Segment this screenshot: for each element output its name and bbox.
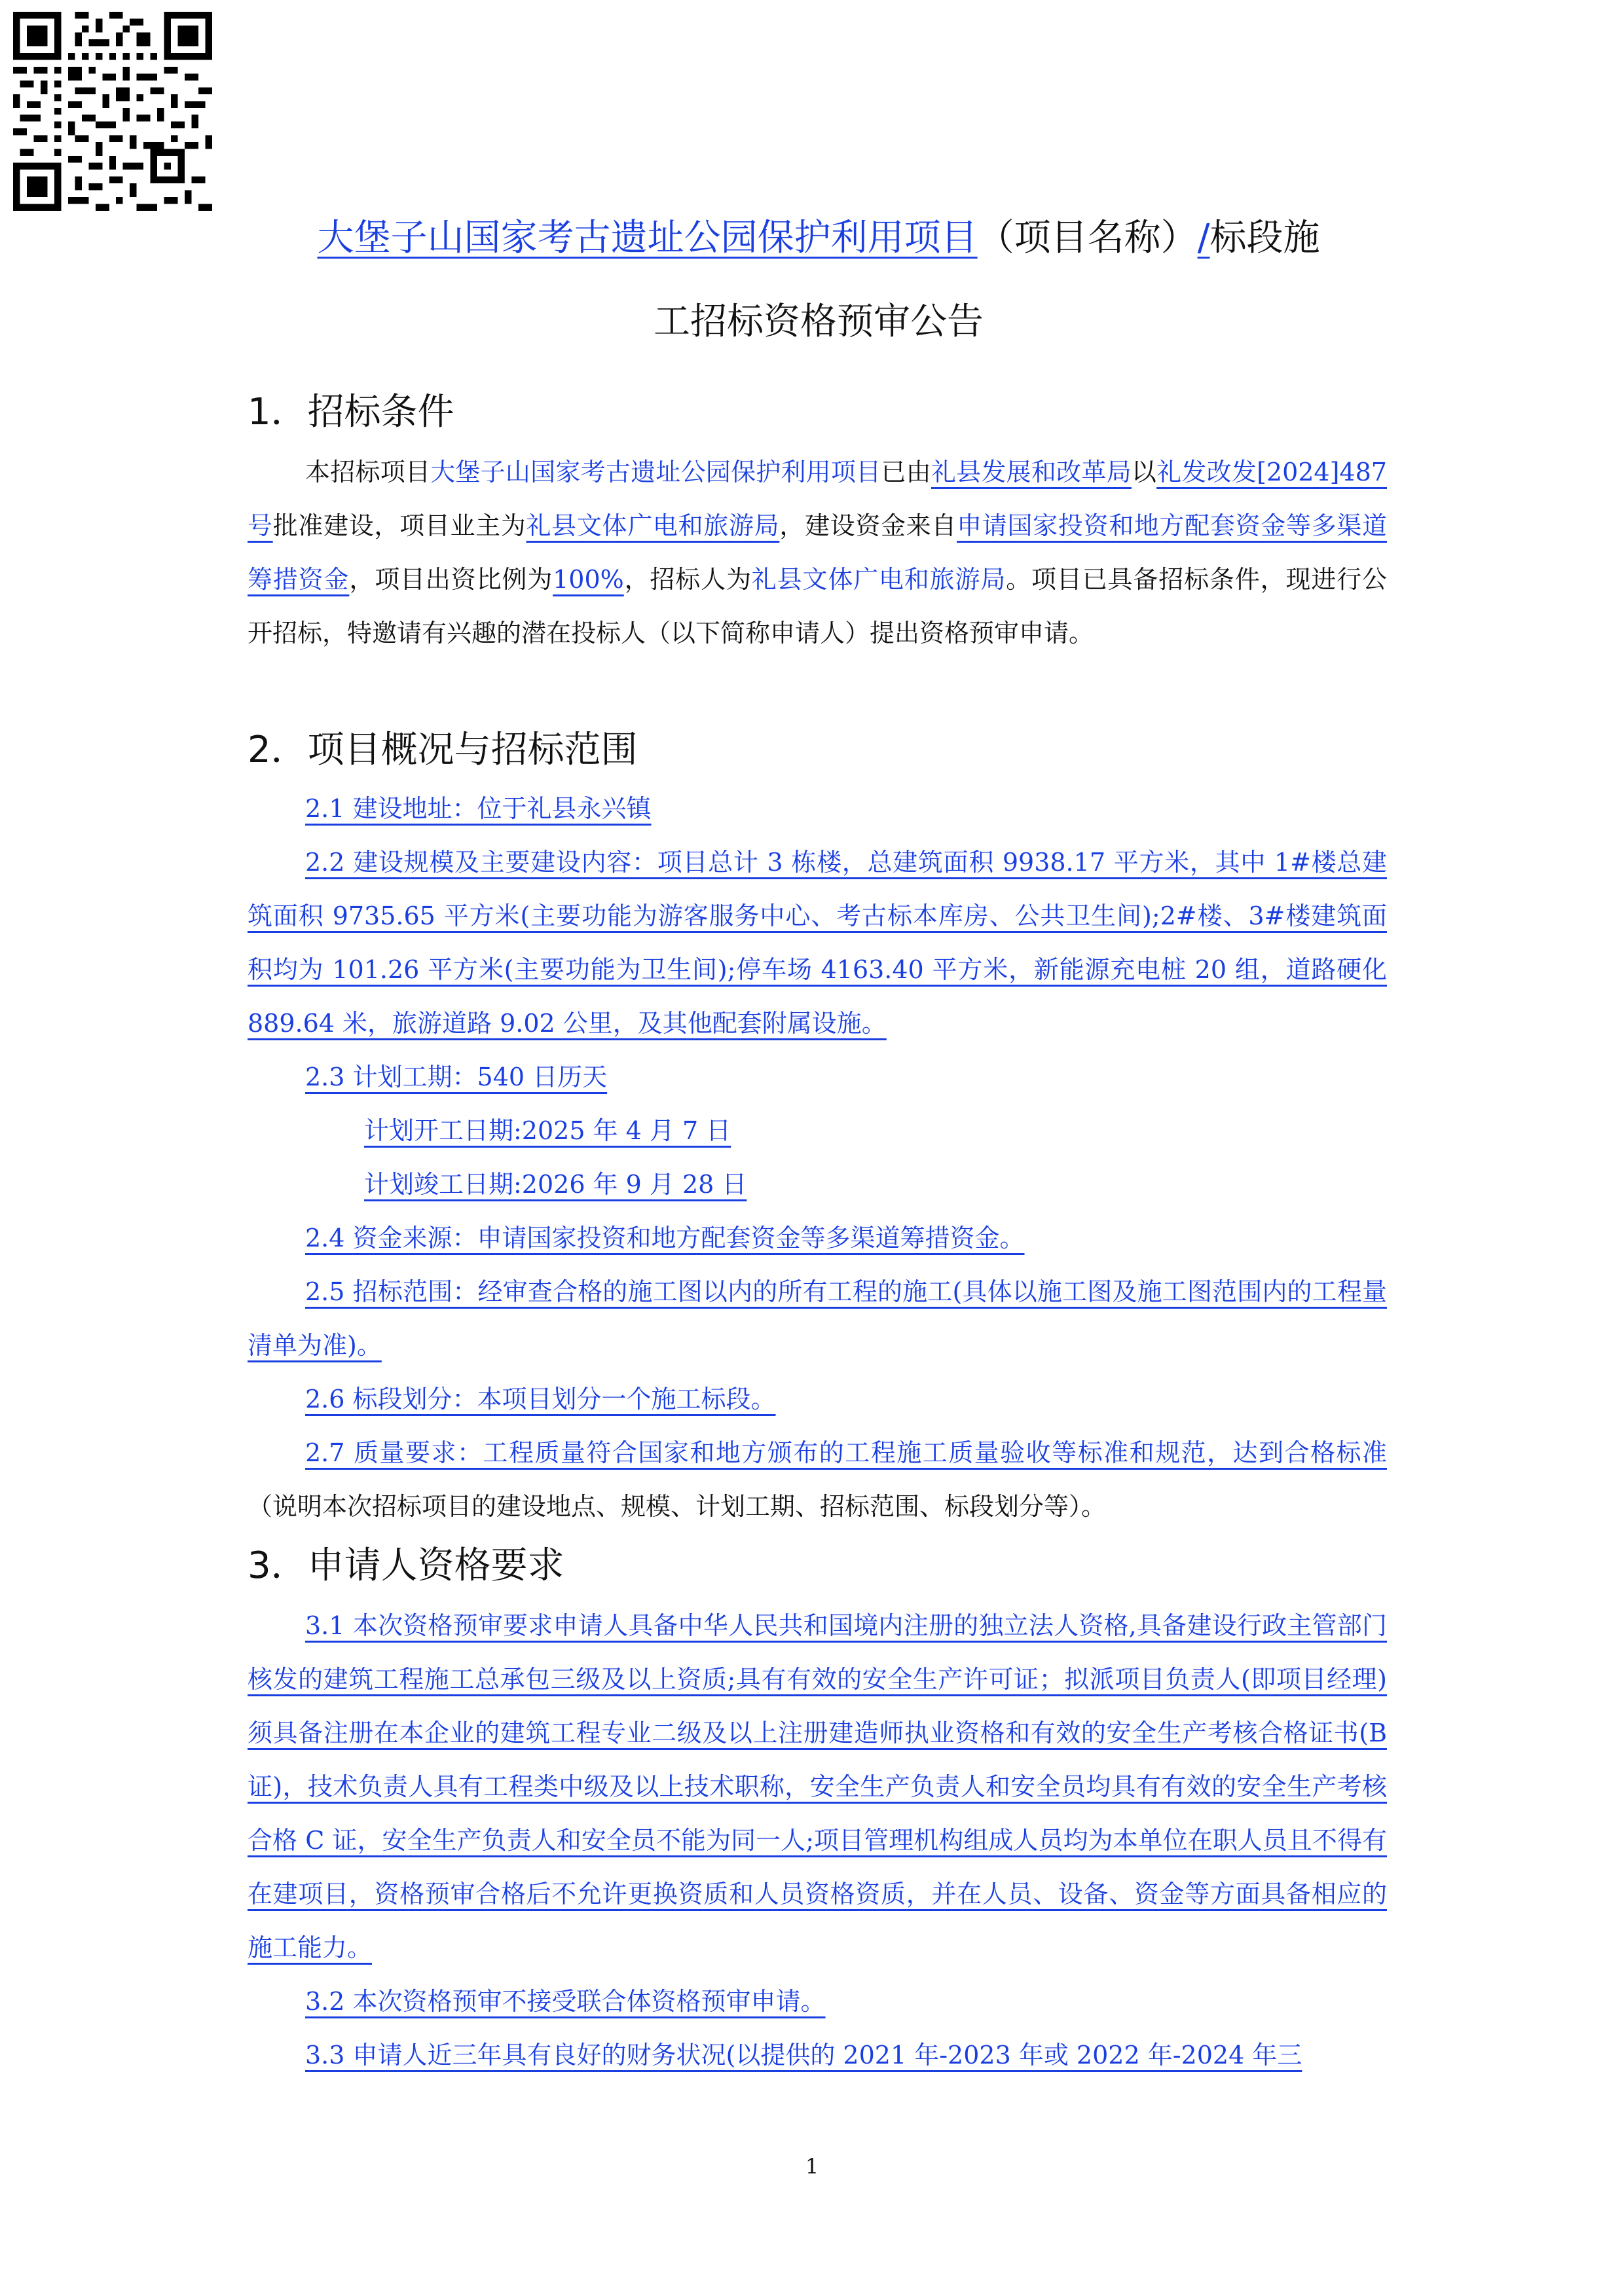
item-3-2[interactable]: 3.2 本次资格预审不接受联合体资格预审申请。 [305, 1987, 826, 2016]
item-2-5[interactable]: 2.5 招标范围：经审查合格的施工图以内的所有工程的施工(具体以施工图及施工图范围内的工程量清单为准)。 [248, 1277, 1387, 1360]
title-placeholder-label: （项目名称） [977, 217, 1198, 259]
item-2-2[interactable]: 2.2 建设规模及主要建设内容：项目总计 3 栋楼，总建筑面积 9938.17 平方米，其中 1#楼总建筑面积 9735.65 平方米(主要功能为游客服务中心、考古标本库房、公共卫生间);2#楼、3#楼建筑面积均为 101.26 平方米(主要功能为卫生间);停车场 4163.40 平方米，新能源充电桩 20 组，道路硬化 889.64 米，旅游道路 9.02 公里，及其他配套附属设施。 [248, 848, 1387, 1038]
owner-link[interactable]: 礼县文体广电和旅游局 [526, 511, 780, 540]
title-suffix: 标段施 [1209, 217, 1320, 259]
project-title-link[interactable]: 大堡子山国家考古遗址公园保护利用项目 [317, 217, 978, 259]
section2-heading: 2．项目概况与招标范围 [248, 729, 638, 771]
start-date[interactable]: 计划开工日期:2025 年 4 月 7 日 [364, 1116, 731, 1145]
section1-heading: 1．招标条件 [248, 391, 454, 433]
section3-heading: 3．申请人资格要求 [248, 1544, 564, 1587]
fund-source-link[interactable]: 申请国家投资和地方配套资金等多渠道筹措资金 [248, 511, 1387, 594]
item-2-1[interactable]: 2.1 建设地址：位于礼县永兴镇 [305, 794, 652, 823]
item-2-6[interactable]: 2.6 标段划分：本项目划分一个施工标段。 [305, 1385, 776, 1413]
qr-code [13, 12, 212, 211]
item-2-4[interactable]: 2.4 资金来源：申请国家投资和地方配套资金等多渠道筹措资金。 [305, 1224, 1025, 1252]
page-title-line1 [249, 210, 1388, 267]
page-number: 1 [805, 2154, 819, 2179]
item-2-3[interactable]: 2.3 计划工期：540 日历天 [305, 1063, 608, 1091]
text-run: 以 [1131, 458, 1157, 486]
page-title-line2: 工招标资格预审公告 [654, 301, 984, 343]
text-run: ，招标人为 [623, 565, 752, 594]
ratio-link[interactable]: 100% [553, 565, 624, 594]
item-3-1[interactable]: 3.1 本次资格预审要求申请人具备中华人民共和国境内注册的独立法人资格,具备建设行政主管部门核发的建筑工程施工总承包三级及以上资质;具有有效的安全生产许可证；拟派项目负责人(即项目经理)须具备注册在本企业的建筑工程专业二级及以上注册建造师执业资格和有效的安全生产考核合格证书(B 证)，技术负责人具有工程类中级及以上技术职称，安全生产负责人和安全员均具有有效的安全生产考核合格 C 证，安全生产负责人和安全员不能为同一人;项目管理机构组成人员均为本单位在职人员且不得有在建项目，资格预审合格后不允许更换资质和人员资格资质，并在人员、设备、资金等方面具备相应的施工能力。 [248, 1611, 1387, 1962]
text-run: 已由 [881, 458, 931, 486]
section1-paragraph [248, 445, 1387, 660]
item-2-7 [248, 1426, 1387, 1533]
project-name: 大堡子山国家考古遗址公园保护利用项目 [430, 458, 881, 486]
approval-number-link[interactable]: 礼发改发[2024]487 号 [248, 458, 1387, 540]
text-run: ，建设资金来自 [779, 511, 957, 540]
text-run: 。项目已具备招标条件，现进行公开招标，特邀请有兴趣的潜在投标人（以下简称申请人）提出资格预审申请。 [248, 565, 1387, 647]
item-2-7-note: （说明本次招标项目的建设地点、规模、计划工期、招标范围、标段划分等）。 [248, 1492, 1107, 1521]
text-run: 本招标项目 [305, 458, 431, 486]
text-run: ，项目出资比例为 [349, 565, 553, 594]
item-3-3[interactable]: 3.3 申请人近三年具有良好的财务状况(以提供的 2021 年-2023 年或 2022 年-2024 年三 [305, 2041, 1302, 2069]
quality-requirement-link[interactable]: 2.7 质量要求：工程质量符合国家和地方颁布的工程施工质量验收等标准和规范，达到合格标准 [305, 1438, 1387, 1467]
title-slash[interactable]: / [1197, 217, 1210, 259]
tenderee: 礼县文体广电和旅游局 [751, 565, 1006, 594]
end-date[interactable]: 计划竣工日期:2026 年 9 月 28 日 [364, 1170, 747, 1199]
text-run: 批准建设，项目业主为 [272, 511, 526, 540]
approver-link[interactable]: 礼县发展和改革局 [931, 458, 1132, 486]
